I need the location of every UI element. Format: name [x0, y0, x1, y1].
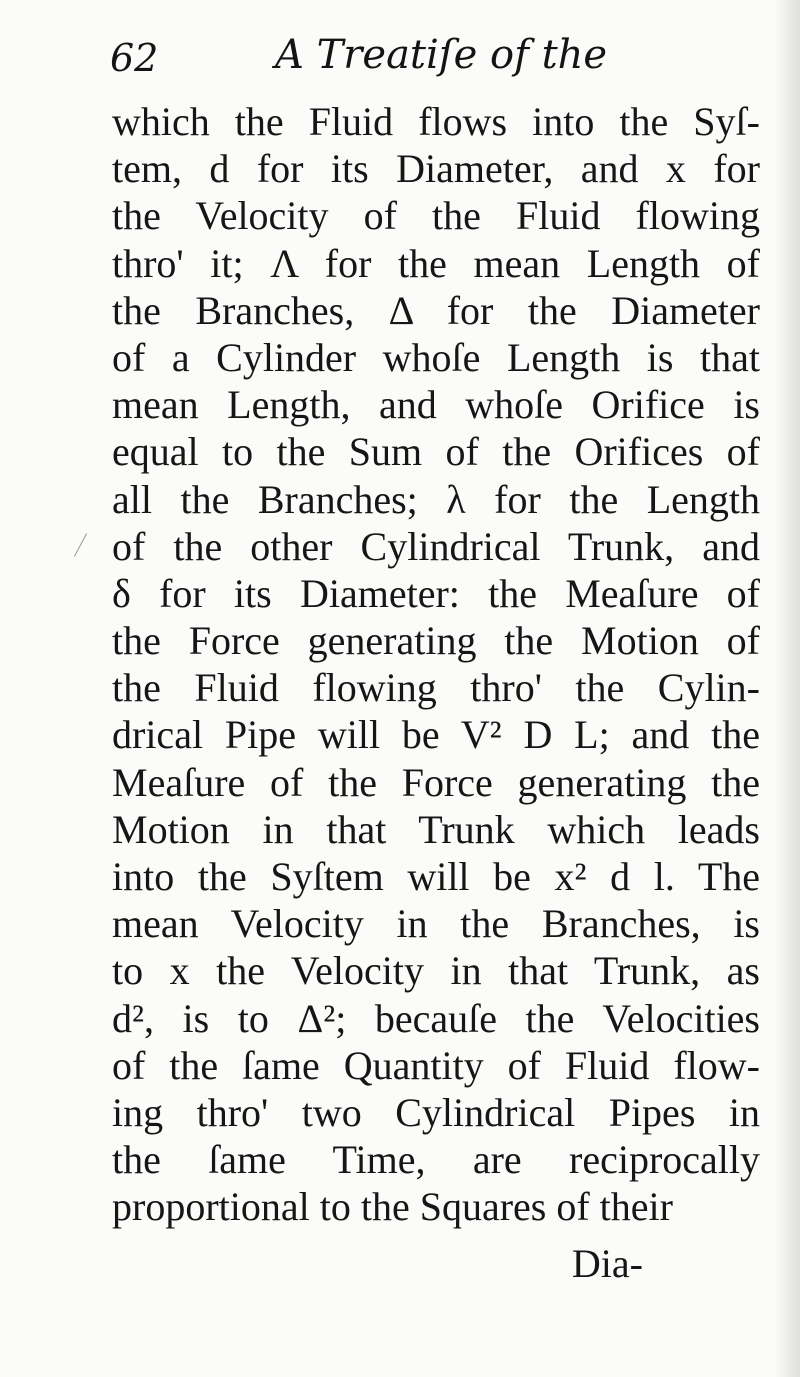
text-line: of a Cylinder whoſe Length is that — [112, 334, 760, 380]
text-line: mean Velocity in the Branches, is — [112, 901, 760, 947]
catchword: Dia- — [571, 1241, 643, 1286]
text-line: into the Syſtem will be x² d l. The — [112, 854, 760, 899]
text-line: Motion in that Trunk which leads — [112, 806, 760, 852]
text-line: the Branches, Δ for the Diameter — [112, 287, 760, 333]
text-line: to x the Velocity in that Trunk, as — [112, 948, 760, 994]
text-line: drical Pipe will be V² D L; and the — [112, 712, 760, 758]
text-line: Meaſure of the Force generating the — [112, 759, 760, 805]
text-line: proportional to the Squares of their — [112, 1184, 673, 1230]
page-header — [110, 26, 670, 82]
text-line: thro' it; Λ for the mean Length of — [112, 240, 760, 286]
text-line: which the Fluid flows into the Syſ- — [112, 99, 760, 144]
text-line: the ſame Time, are reciprocally — [112, 1137, 760, 1183]
page-number: 62 — [110, 36, 159, 80]
page-edge-shadow — [774, 0, 800, 1377]
text-line: tem, d for its Diameter, and x for — [112, 146, 760, 192]
body-text — [112, 98, 760, 1231]
margin-mark — [74, 533, 87, 556]
text-line: equal to the Sum of the Orifices of — [112, 429, 760, 475]
text-line: of the ſame Quantity of Fluid flow- — [112, 1042, 760, 1088]
text-line: the Velocity of the Fluid flowing — [112, 193, 760, 239]
text-line: ing thro' two Cylindrical Pipes in — [112, 1089, 760, 1135]
text-line: δ for its Diameter: the Meaſure of — [112, 570, 760, 616]
text-line: mean Length, and whoſe Orifice is — [112, 382, 760, 428]
text-line: all the Branches; λ for the Length — [112, 476, 760, 522]
text-line: the Fluid flowing thro' the Cylin- — [112, 665, 760, 711]
running-title: A Treatiſe of the — [275, 32, 608, 78]
text-line: d², is to Δ²; becauſe the Velocities — [112, 995, 760, 1041]
text-line: the Force generating the Motion of — [112, 618, 760, 664]
text-line: of the other Cylindrical Trunk, and — [112, 523, 760, 569]
